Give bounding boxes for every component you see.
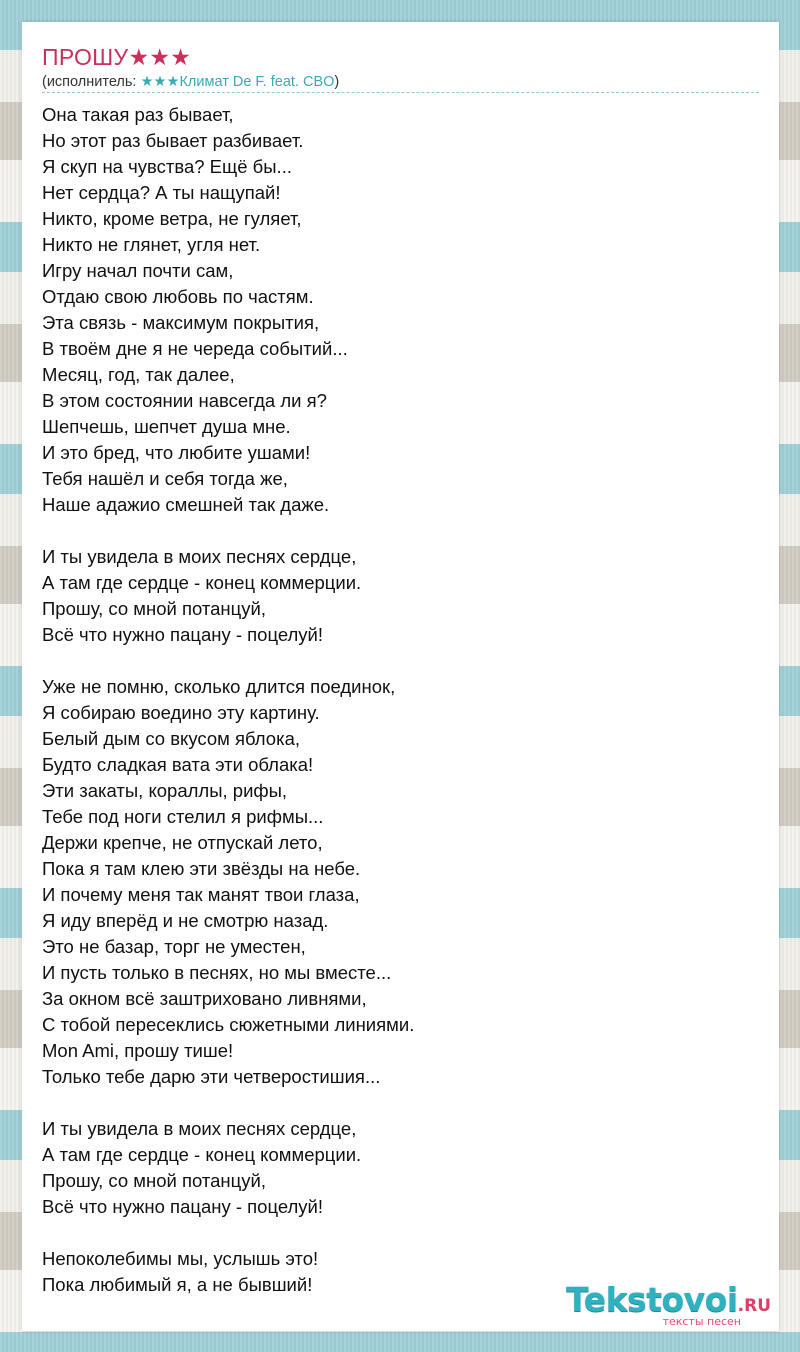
lyrics-line: Будто сладкая вата эти облака! — [42, 754, 314, 775]
lyrics-line: А там где сердце - конец коммерции. — [42, 572, 362, 593]
lyrics-line: Никто не глянет, угля нет. — [42, 234, 261, 255]
song-title: ПРОШУ★★★ — [42, 44, 192, 70]
lyrics-line: Это не базар, торг не уместен, — [42, 936, 306, 957]
logo-domain: .RU — [737, 1296, 771, 1316]
lyrics-stanza — [42, 674, 742, 1090]
lyrics-line: Игру начал почти сам, — [42, 260, 234, 281]
lyrics-line: Держи крепче, не отпускай лето, — [42, 832, 323, 853]
lyrics-line: И ты увидела в моих песнях сердце, — [42, 1118, 357, 1139]
lyrics-line: Пока любимый я, а не бывший! — [42, 1274, 313, 1295]
lyrics-line: А там где сердце - конец коммерции. — [42, 1144, 362, 1165]
artist-line — [42, 74, 339, 90]
lyrics-line: Белый дым со вкусом яблока, — [42, 728, 300, 749]
lyrics-line: Месяц, год, так далее, — [42, 364, 235, 385]
lyrics-line: Она такая раз бывает, — [42, 104, 234, 125]
lyrics-card — [22, 22, 779, 1331]
lyrics-line: Эта связь - максимум покрытия, — [42, 312, 320, 333]
artist-suffix: ) — [334, 74, 340, 90]
lyrics-line: Никто, кроме ветра, не гуляет, — [42, 208, 302, 229]
dashed-divider — [42, 92, 759, 93]
lyrics-line: За окном всё заштриховано ливнями, — [42, 988, 367, 1009]
lyrics-line: Отдаю свою любовь по частям. — [42, 286, 314, 307]
lyrics-line: С тобой пересеклись сюжетными линиями. — [42, 1014, 415, 1035]
lyrics-line: И это бред, что любите ушами! — [42, 442, 311, 463]
lyrics-line: Нет сердца? А ты нащупай! — [42, 182, 281, 203]
lyrics-stanza — [42, 102, 742, 518]
lyrics-line: В этом состоянии навсегда ли я? — [42, 390, 327, 411]
logo-wordmark: Tekstovoi — [566, 1280, 738, 1319]
lyrics-line: Но этот раз бывает разбивает. — [42, 130, 304, 151]
lyrics-line: Всё что нужно пацану - поцелуй! — [42, 624, 324, 645]
lyrics-line: Я собираю воедино эту картину. — [42, 702, 320, 723]
lyrics-line: И почему меня так манят твои глаза, — [42, 884, 360, 905]
lyrics-line: Эти закаты, кораллы, рифы, — [42, 780, 288, 801]
lyrics-line: Тебе под ноги стелил я рифмы... — [42, 806, 324, 827]
lyrics-line: Прошу, со мной потанцуй, — [42, 1170, 266, 1191]
lyrics-line: Тебя нашёл и себя тогда же, — [42, 468, 288, 489]
artist-link[interactable]: ★★★Климат De F. feat. CBO — [140, 74, 335, 90]
lyrics-line: И пусть только в песнях, но мы вместе... — [42, 962, 392, 983]
lyrics-line: Я иду вперёд и не смотрю назад. — [42, 910, 329, 931]
lyrics-line: Пока я там клею эти звёзды на небе. — [42, 858, 361, 879]
lyrics-line: Я скуп на чувства? Ещё бы... — [42, 156, 292, 177]
artist-prefix: (исполнитель: — [42, 74, 141, 90]
logo-tagline: тексты песен — [662, 1315, 741, 1328]
lyrics-text — [42, 102, 742, 1324]
lyrics-line: Только тебе дарю эти четверостишия... — [42, 1066, 381, 1087]
lyrics-line: В твоём дне я не череда событий... — [42, 338, 348, 359]
lyrics-line: Шепчешь, шепчет душа мне. — [42, 416, 291, 437]
lyrics-stanza — [42, 1116, 742, 1220]
lyrics-line: И ты увидела в моих песнях сердце, — [42, 546, 357, 567]
lyrics-line: Уже не помню, сколько длится поединок, — [42, 676, 396, 697]
lyrics-line: Наше адажио смешней так даже. — [42, 494, 330, 515]
lyrics-line: Прошу, со мной потанцуй, — [42, 598, 266, 619]
site-logo[interactable] — [566, 1280, 771, 1328]
lyrics-line: Всё что нужно пацану - поцелуй! — [42, 1196, 324, 1217]
lyrics-line: Непоколебимы мы, услышь это! — [42, 1248, 319, 1269]
lyrics-stanza — [42, 544, 742, 648]
lyrics-line: Mon Ami, прошу тише! — [42, 1040, 234, 1061]
